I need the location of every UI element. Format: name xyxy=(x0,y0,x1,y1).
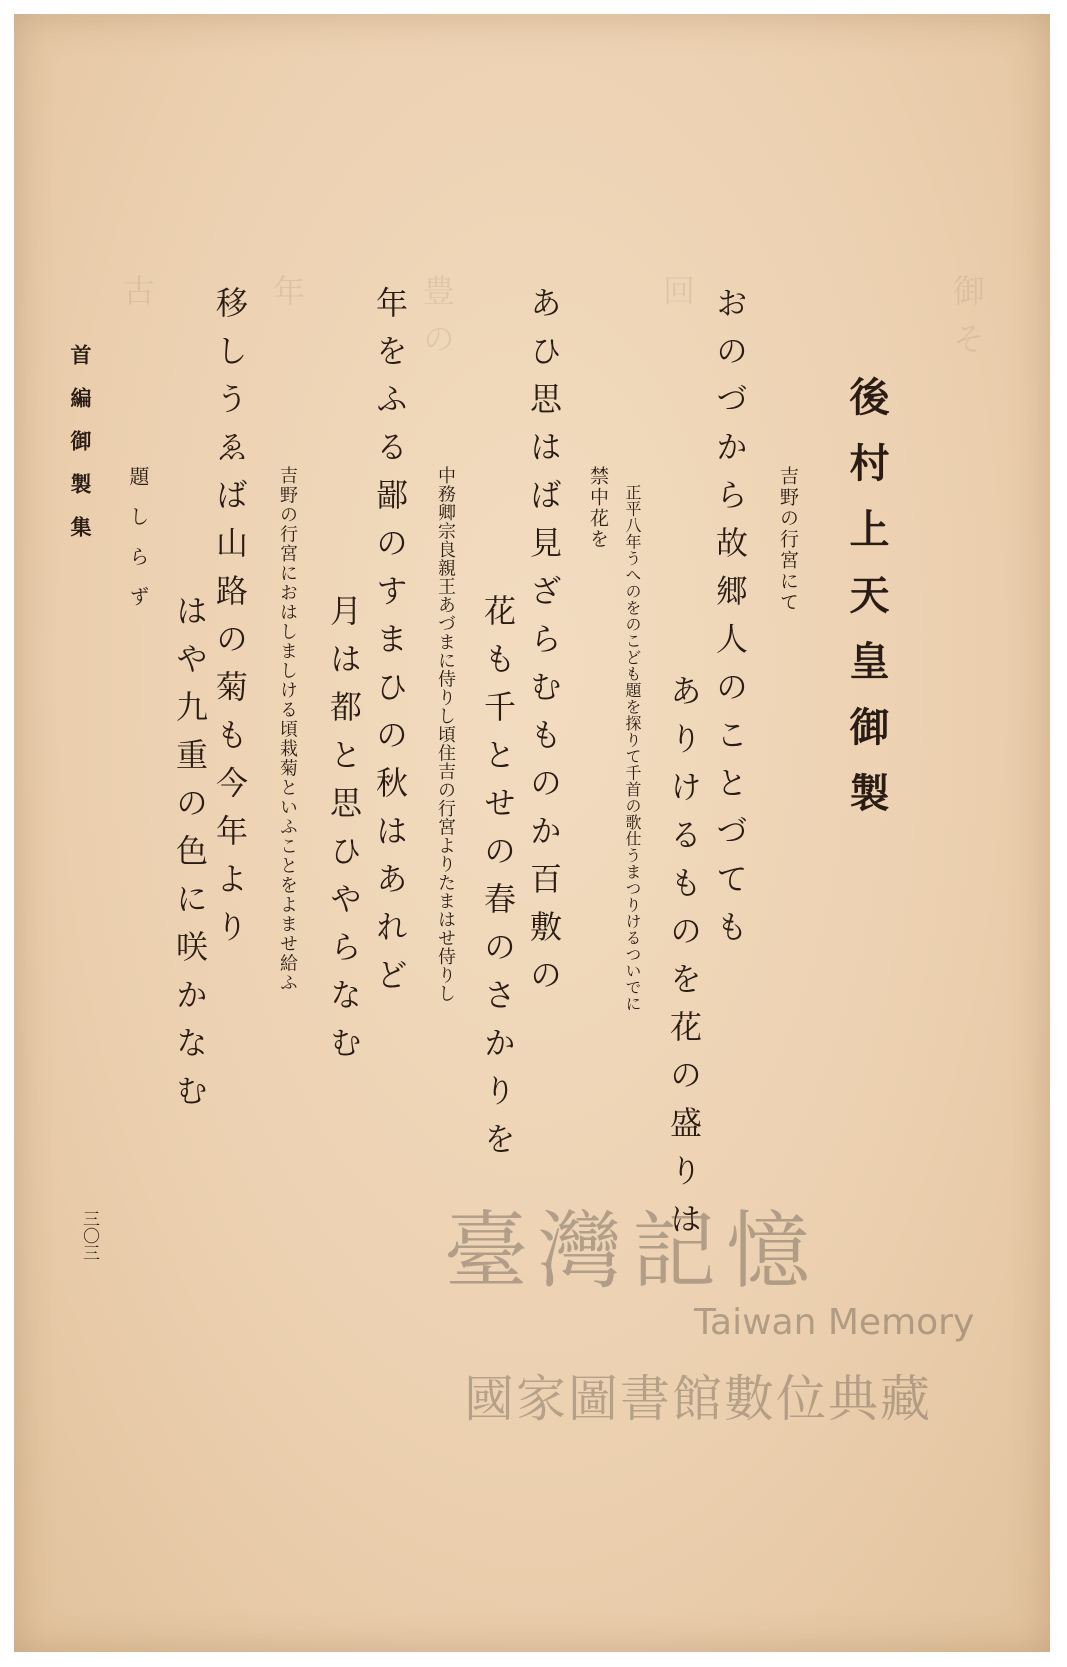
bleed-through-text: 豊の xyxy=(418,274,456,370)
poem-heading: 吉野の行宮にて xyxy=(777,466,799,613)
poem-heading: 禁中花を xyxy=(587,466,609,550)
poem-line: 花も千とせの春のさかりを xyxy=(479,594,517,1170)
poem-heading: 吉野の行宮におはしましける頃栽菊といふことをよませ給ふ xyxy=(277,466,298,993)
bleed-through-text: 古 xyxy=(118,274,156,322)
book-page xyxy=(14,14,1050,1652)
bleed-through-text: 回 xyxy=(658,274,696,322)
poem-line: 月は都と思ひやらなむ xyxy=(325,594,363,1074)
bleed-through-text: 年 xyxy=(268,274,306,322)
watermark-english: Taiwan Memory xyxy=(694,1302,975,1343)
bleed-through-text: 御そ xyxy=(948,274,986,370)
page-title: 後村上天皇御製 xyxy=(843,376,890,838)
watermark xyxy=(444,1184,975,1464)
poem-heading: 中務卿宗良親王あづまに侍りし頃住吉の行宮よりたまはせ侍りし xyxy=(435,466,456,1003)
poem-line: ありけるものを花の盛りは xyxy=(665,674,703,1250)
poem-heading: 題しらず xyxy=(126,466,150,626)
poem-line: あひ思はば見ざらむものか百敷の xyxy=(525,286,563,1006)
running-header: 首編御製集 xyxy=(68,344,93,559)
poem-line: 移しうゑば山路の菊も今年より xyxy=(211,286,249,958)
page-number: 三〇三 xyxy=(79,1210,99,1261)
poem-line: 年をふる鄙のすまひの秋はあれど xyxy=(371,286,409,1006)
watermark-subtitle: 國家圖書館數位典藏 xyxy=(464,1370,932,1428)
watermark-chinese: 臺灣記憶 xyxy=(444,1202,821,1300)
poem-line: はや九重の色に咲かなむ xyxy=(171,594,209,1122)
poem-heading: 正平八年うへのをのこども題を探りて千首の歌仕うまつりけるついでに xyxy=(623,484,642,1012)
poem-line: おのづから故郷人のことづても xyxy=(711,286,749,958)
